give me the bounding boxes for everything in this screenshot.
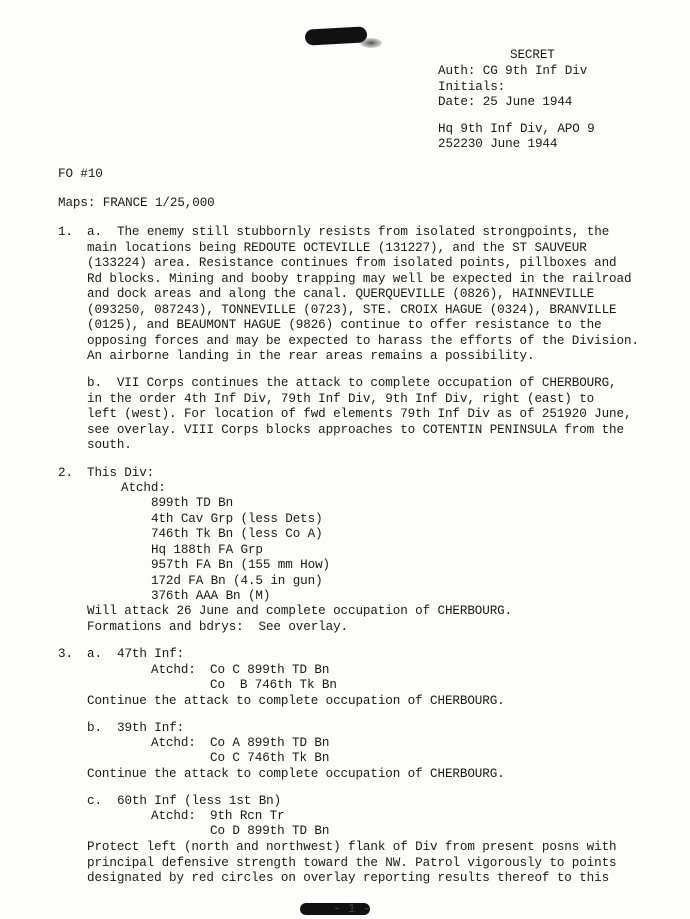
initials-line: Initials: bbox=[438, 80, 506, 94]
para-3c-atchd: Atchd: bbox=[151, 809, 196, 823]
para-3c-mission-line: Protect left (north and northwest) flank of Div from present posns with bbox=[87, 840, 617, 854]
para-3b-unit: 39th Inf: bbox=[117, 721, 185, 735]
para-1a-label: a. bbox=[87, 225, 102, 239]
para-1a-line: Rd blocks. Mining and booby trapping may well be expected in the railroad bbox=[87, 271, 632, 286]
para-1b-line: south. bbox=[87, 438, 132, 452]
para-1b-line: in the order 4th Inf Div, 79th Inf Div, 9th Inf Div, right (east) to bbox=[87, 391, 595, 406]
attached-unit: 957th FA Bn (155 mm How) bbox=[151, 558, 330, 572]
classification-marking: SECRET bbox=[510, 48, 555, 62]
para-3c-unit: 60th Inf (less 1st Bn) bbox=[117, 794, 282, 808]
para-1b-line: left (west). For location of fwd elements 79th Inf Div as of 251920 June, bbox=[87, 407, 632, 421]
attached-unit: Hq 188th FA Grp bbox=[151, 543, 263, 557]
auth-line: Auth: CG 9th Inf Div bbox=[438, 64, 588, 78]
redaction-mark-top bbox=[305, 26, 368, 45]
para-3a-attachment: Co C 899th TD Bn bbox=[210, 663, 330, 677]
para-1a-line: (0125), and BEAUMONT HAGUE (9826) continue to offer resistance to the bbox=[87, 318, 602, 332]
field-order-number: FO #10 bbox=[58, 167, 103, 181]
para-1a-line: main locations being REDOUTE OCTEVILLE (131227), and the ST SAUVEUR bbox=[87, 240, 587, 255]
para-3-number: 3. bbox=[58, 647, 73, 661]
para-3a-atchd: Atchd: bbox=[151, 663, 196, 677]
para-3b-attachment: Co C 746th Tk Bn bbox=[210, 751, 330, 765]
attached-unit: 376th AAA Bn (M) bbox=[151, 589, 271, 603]
para-2-mission: Will attack 26 June and complete occupation of CHERBOURG. bbox=[87, 604, 513, 618]
para-3b-label: b. bbox=[87, 721, 102, 735]
para-1b-line: b. VII Corps continues the attack to complete occupation of CHERBOURG, bbox=[87, 376, 617, 390]
para-3b-attachment: Co A 899th TD Bn bbox=[210, 736, 330, 750]
para-1a-line: and dock areas and along the canal. QUERQUEVILLE (0826), HAINNEVILLE bbox=[87, 287, 595, 301]
attached-unit: 746th Tk Bn (less Co A) bbox=[151, 527, 323, 541]
para-2-formations: Formations and bdrys: See overlay. bbox=[87, 620, 349, 634]
attached-unit: 172d FA Bn (4.5 in gun) bbox=[151, 574, 323, 588]
hq-line: Hq 9th Inf Div, APO 9 bbox=[438, 122, 595, 136]
para-3c-mission-line: principal defensive strength toward the NW. Patrol vigorously to points bbox=[87, 855, 617, 870]
para-3c-attachment: 9th Rcn Tr bbox=[210, 809, 285, 823]
para-3c-mission-line: designated by red circles on overlay reporting results thereof to this bbox=[87, 871, 610, 885]
para-1a-line: opposing forces and may be expected to harass the efforts of the Division. bbox=[87, 333, 639, 348]
date-line: Date: 25 June 1944 bbox=[438, 95, 573, 109]
para-3c-label: c. bbox=[87, 794, 102, 808]
para-1b-line: see overlay. VIII Corps blocks approaches to COTENTIN PENINSULA from the bbox=[87, 422, 624, 437]
para-1a-line: An airborne landing in the rear areas remains a possibility. bbox=[87, 349, 535, 363]
para-3c-attachment: Co D 899th TD Bn bbox=[210, 824, 330, 838]
dtg-line: 252230 June 1944 bbox=[438, 137, 558, 151]
para-1a-line: (133224) area. Resistance continues from isolated points, pillboxes and bbox=[87, 256, 617, 270]
para-1-number: 1. bbox=[58, 225, 73, 239]
para-1a-line: (093250, 087243), TONNEVILLE (0723), STE. CROIX HAGUE (0324), BRANVILLE bbox=[87, 302, 617, 317]
attached-unit: 899th TD Bn bbox=[151, 496, 234, 510]
para-3a-label: a. bbox=[87, 647, 102, 661]
para-2-title: This Div: bbox=[87, 466, 155, 480]
para-3a-mission: Continue the attack to complete occupation of CHERBOURG. bbox=[87, 694, 505, 708]
para-3a-unit: 47th Inf: bbox=[117, 647, 185, 661]
para-2-number: 2. bbox=[58, 466, 73, 480]
ink-smudge bbox=[360, 38, 382, 48]
para-3a-attachment: Co B 746th Tk Bn bbox=[210, 678, 337, 692]
maps-line: Maps: FRANCE 1/25,000 bbox=[58, 196, 215, 210]
para-3b-mission: Continue the attack to complete occupation of CHERBOURG. bbox=[87, 767, 505, 781]
attached-unit: 4th Cav Grp (less Dets) bbox=[151, 512, 323, 526]
page-number: - 1 - bbox=[333, 902, 371, 916]
para-3b-atchd: Atchd: bbox=[151, 736, 196, 750]
para-1a-line: The enemy still stubbornly resists from isolated strongpoints, the bbox=[117, 225, 610, 239]
para-2-atchd: Atchd: bbox=[121, 481, 166, 495]
